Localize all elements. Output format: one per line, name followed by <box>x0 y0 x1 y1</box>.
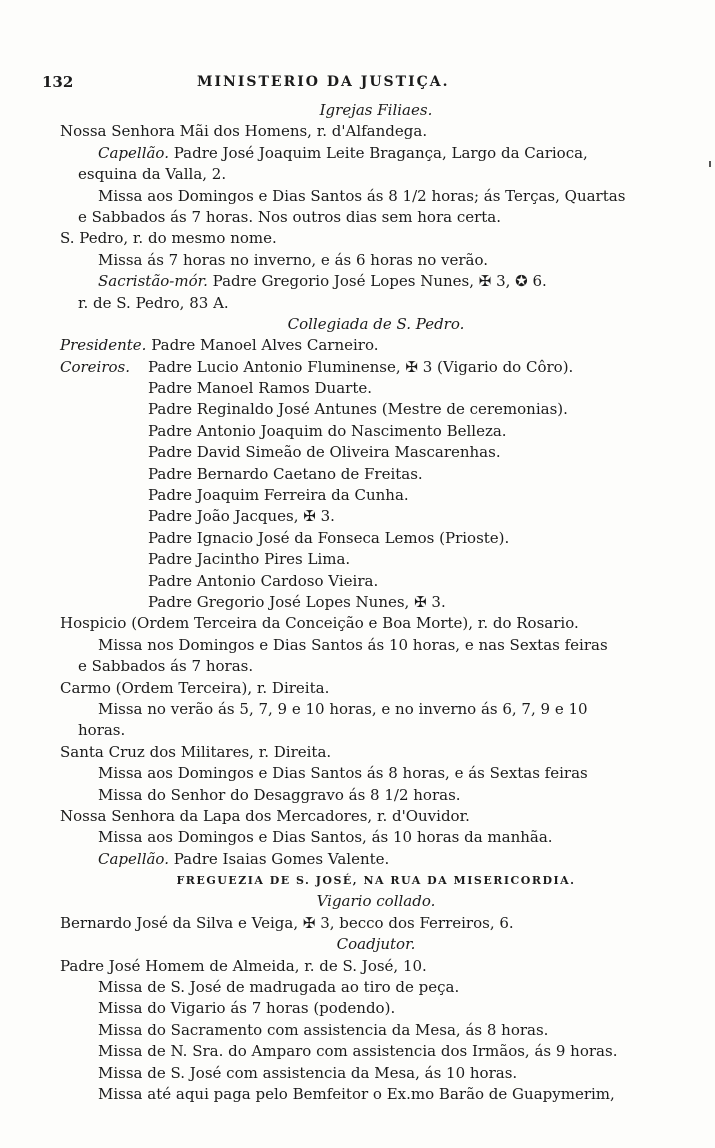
text-line <box>60 571 692 592</box>
text-line <box>60 956 692 977</box>
line-text: Bernardo José da Silva e Veiga, ✠ 3, becco dos Ferreiros, 6. <box>60 913 514 932</box>
page-body <box>60 100 692 1105</box>
line-text: Padre João Jacques, ✠ 3. <box>148 507 335 526</box>
line-text: e Sabbados ás 7 horas. <box>78 657 254 676</box>
line-text: Padre Bernardo Caetano de Freitas. <box>148 464 423 483</box>
text-line <box>60 891 692 912</box>
text-line <box>60 1084 692 1105</box>
line-text: Padre Reginaldo José Antunes (Mestre de ceremonias). <box>148 400 568 419</box>
page-number: 132 <box>42 73 74 91</box>
text-line <box>60 934 692 955</box>
line-text: Missa no verão ás 5, 7, 9 e 10 horas, e no inverno ás 6, 7, 9 e 10 <box>98 699 588 718</box>
line-text: Padre Antonio Cardoso Vieira. <box>148 571 379 590</box>
line-text: Missa aos Domingos e Dias Santos ás 8 horas, e ás Sextas feiras <box>98 764 588 783</box>
text-line <box>60 656 692 677</box>
text-line <box>60 592 692 613</box>
line-text: Padre Manoel Alves Carneiro. <box>146 336 379 355</box>
text-line <box>60 506 692 527</box>
line-text: Padre Gregorio José Lopes Nunes, ✠ 3. <box>148 592 446 611</box>
text-line <box>60 1041 692 1062</box>
line-text: Missa do Sacramento com assistencia da Mesa, ás 8 horas. <box>98 1020 549 1039</box>
line-text: e Sabbados ás 7 horas. Nos outros dias sem hora certa. <box>78 207 502 226</box>
line-text: Padre Joaquim Ferreira da Cunha. <box>148 486 409 505</box>
text-line <box>60 1063 692 1084</box>
text-line <box>60 785 692 806</box>
line-label: Capellão. <box>98 143 169 162</box>
line-text: Padre José Joaquim Leite Bragança, Largo da Carioca, <box>168 143 588 162</box>
text-line <box>60 314 692 335</box>
text-line <box>60 228 692 249</box>
text-line <box>60 742 692 763</box>
text-line <box>60 207 692 228</box>
text-line <box>60 164 692 185</box>
text-line <box>60 143 692 164</box>
text-line <box>60 250 692 271</box>
text-line <box>60 699 692 720</box>
text-line <box>60 271 692 292</box>
line-text: Padre Manoel Ramos Duarte. <box>148 379 372 398</box>
text-line <box>60 528 692 549</box>
line-label: Presidente. <box>60 336 147 355</box>
line-text: Missa até aqui paga pelo Bemfeitor o Ex.mo Barão de Guapymerim, <box>98 1084 615 1103</box>
line-text: Collegiada de S. Pedro. <box>287 314 465 333</box>
running-head: MINISTERIO DA JUSTIÇA. <box>197 74 450 90</box>
text-line <box>60 1020 692 1041</box>
line-label: Capellão. <box>98 849 169 868</box>
text-line <box>60 464 692 485</box>
line-text: Nossa Senhora da Lapa dos Mercadores, r. d'Ouvidor. <box>60 806 470 825</box>
text-line <box>60 806 692 827</box>
margin-mark <box>709 161 711 167</box>
text-line <box>60 100 692 121</box>
line-text: Vigario collado. <box>316 892 436 911</box>
text-line <box>60 121 692 142</box>
text-line <box>60 913 692 934</box>
line-text: Padre Antonio Joaquim do Nascimento Belleza. <box>148 421 507 440</box>
text-line <box>60 293 692 314</box>
text-line <box>60 827 692 848</box>
line-label: Sacristão-mór. <box>98 272 208 291</box>
line-column-label: Coreiros. <box>60 357 131 376</box>
line-text: Padre Isaias Gomes Valente. <box>168 849 390 868</box>
text-line <box>60 998 692 1019</box>
text-line <box>60 635 692 656</box>
line-text: Padre Ignacio José da Fonseca Lemos (Prioste). <box>148 528 510 547</box>
page-header <box>42 72 682 92</box>
text-line <box>60 977 692 998</box>
text-line <box>60 421 692 442</box>
line-text: S. Pedro, r. do mesmo nome. <box>60 229 277 248</box>
text-line <box>60 399 692 420</box>
line-text: Nossa Senhora Mãi dos Homens, r. d'Alfandega. <box>60 122 428 141</box>
text-line <box>60 485 692 506</box>
line-text: Missa de S. José com assistencia da Mesa, ás 10 horas. <box>98 1063 518 1082</box>
text-line <box>60 378 692 399</box>
text-line <box>60 335 692 356</box>
line-text: Santa Cruz dos Militares, r. Direita. <box>60 742 332 761</box>
text-line <box>60 357 692 378</box>
line-text: esquina da Valla, 2. <box>78 165 227 184</box>
line-text: Missa aos Domingos e Dias Santos ás 8 1/2 horas; ás Terças, Quartas <box>98 186 626 205</box>
line-text: Padre Jacintho Pires Lima. <box>148 550 351 569</box>
line-text: Missa do Vigario ás 7 horas (podendo). <box>98 999 396 1018</box>
text-line <box>60 720 692 741</box>
line-text: Carmo (Ordem Terceira), r. Direita. <box>60 678 330 697</box>
line-text: r. de S. Pedro, 83 A. <box>78 293 229 312</box>
line-text: horas. <box>78 721 126 740</box>
line-text: Missa ás 7 horas no inverno, e ás 6 horas no verão. <box>98 250 489 269</box>
text-line <box>60 549 692 570</box>
text-line <box>60 613 692 634</box>
line-text: Padre Gregorio José Lopes Nunes, ✠ 3, ✪ 6. <box>207 272 547 291</box>
line-text: Padre David Simeão de Oliveira Mascarenhas. <box>148 443 501 462</box>
line-text: Igrejas Filiaes. <box>319 101 433 119</box>
text-line <box>60 763 692 784</box>
line-text: Padre Lucio Antonio Fluminense, ✠ 3 (Vigario do Côro). <box>148 357 574 376</box>
text-line <box>60 186 692 207</box>
text-line <box>60 870 692 891</box>
text-line <box>60 442 692 463</box>
text-line <box>60 849 692 870</box>
line-text: Coadjutor. <box>336 935 416 954</box>
line-text: Missa nos Domingos e Dias Santos ás 10 horas, e nas Sextas feiras <box>98 635 608 654</box>
line-text: Hospicio (Ordem Terceira da Conceição e Boa Morte), r. do Rosario. <box>60 614 579 633</box>
line-text: Missa de S. José de madrugada ao tiro de peça. <box>98 978 460 997</box>
line-text: Missa aos Domingos e Dias Santos, ás 10 horas da manhãa. <box>98 828 553 847</box>
line-text: Missa do Senhor do Desaggravo ás 8 1/2 horas. <box>98 785 461 804</box>
line-text: FREGUEZIA DE S. JOSÉ, NA RUA DA MISERICORDIA. <box>176 874 576 888</box>
line-text: Padre José Homem de Almeida, r. de S. José, 10. <box>60 956 427 975</box>
text-line <box>60 678 692 699</box>
line-text: Missa de N. Sra. do Amparo com assistencia dos Irmãos, ás 9 horas. <box>98 1042 618 1061</box>
